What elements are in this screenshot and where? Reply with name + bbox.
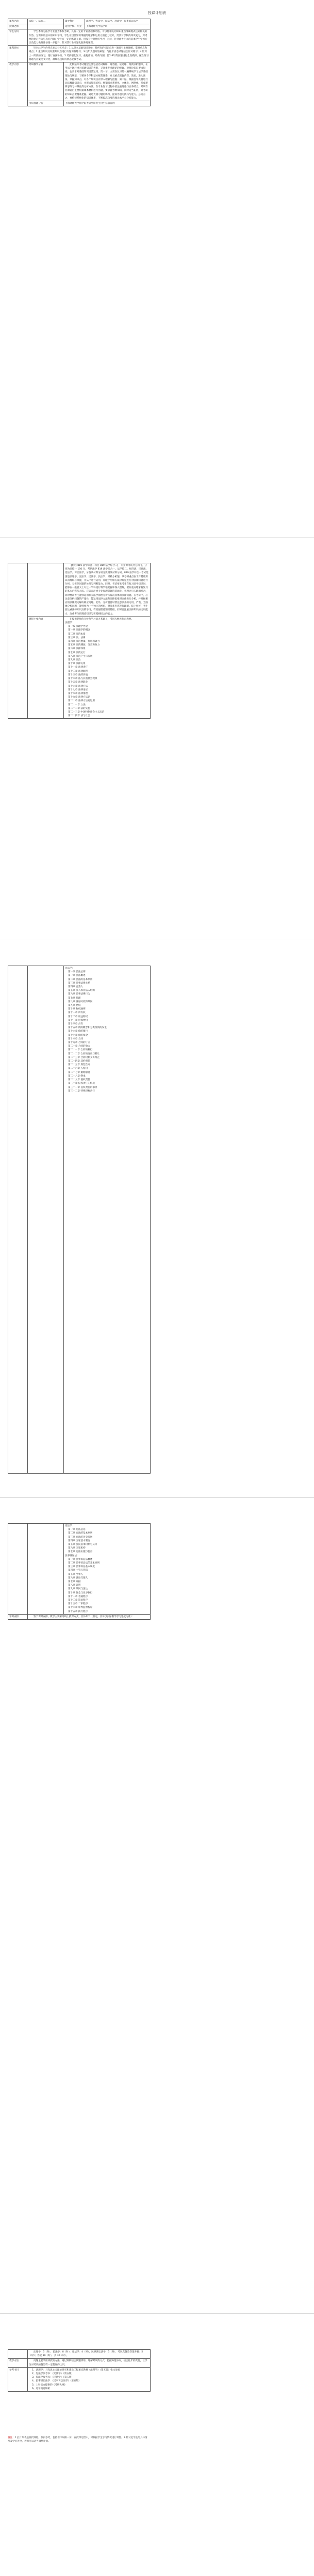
plan-table-page1 bbox=[8, 19, 151, 106]
course-label: 课程名称 bbox=[8, 19, 28, 24]
civil-proc-head: 民事诉讼法： bbox=[65, 1554, 79, 1557]
civil-proc-item: 第四章 主管与管辖 bbox=[68, 1569, 88, 1572]
civil-proc-list bbox=[65, 1558, 149, 1614]
civil-item: 第九章 物权 bbox=[68, 1004, 81, 1007]
civil-proc-item: 第一章 民事诉讼法概述 bbox=[68, 1558, 93, 1561]
law-theory-head: 法理学： bbox=[65, 622, 75, 625]
civil-item: 第十七章 债的保全 bbox=[68, 1034, 88, 1037]
schedule-text: 鉴于课时安排，教学主要采用线上授课方式，具体如下（暂定，具体以实际教学学习进度为准）： bbox=[28, 1614, 151, 1619]
plan-table-page4 bbox=[8, 1523, 151, 1620]
plan-table-page3 bbox=[8, 966, 151, 1474]
civil-content bbox=[64, 966, 151, 1474]
law-theory-list bbox=[65, 625, 149, 718]
ref-item: 4、民事诉讼法学：《民事诉讼法学》（第五版） bbox=[32, 2380, 81, 2383]
page-divider bbox=[0, 2313, 314, 2314]
law-theory-item: 第二十二章 法的实施 bbox=[68, 707, 90, 710]
school-value: 上海财经大学法学研 bbox=[85, 24, 151, 29]
subjects-value: 法理学、宪法学、民法学、刑法学、民事诉讼法学 bbox=[85, 19, 151, 24]
civil-item: 第八章 诉讼时效和期间 bbox=[68, 1000, 93, 1003]
ref-item: 5、上财官方提供的《考研大纲》 bbox=[32, 2383, 67, 2387]
constitution-list bbox=[65, 1528, 149, 1554]
law-theory-item: 第十三章 法的价值 bbox=[68, 673, 88, 676]
civil-item: 第六章 民事法律行为 bbox=[68, 993, 90, 996]
method-text: 此校法综考试题型主要包括名词解释、简答题、论述题、案例分析题等，在考试中既注重对基础知识的考察，又注重专业理论的把握，对理论知识要求很高，也要求对基础知识灵活运用。第一年，主要在复习第一遍系统学习法学基础理论与规范，了解各个学科基本框架体系，并且重点把握内容；然后，进入法条，掌握知识点，对各个知识点有深入理解与把握；第二遍，根据往年真题进行总结梳理知识点，并形成知识结构。将知识点系统化、立体化、网络化，形成逻辑思维与体系化的分析方法。在专业复习过程中要注重理论与实务结合。考研专业课题目主要根据课本材料进行出题，要掌握考纲知识，同时适当拓展，对考研的知识点要精准把握。通过大量习题的练习，提高答题的技巧与能力。总而言之，要构建系统化的知识体系，不断提高自身的理论水平与分析能力。 bbox=[64, 62, 151, 101]
constitution-item: 第七章 宪法实施与监督 bbox=[68, 1551, 93, 1554]
ref-item: 2、宪法学参考书：《宪法学》（第五版） bbox=[32, 2373, 74, 2376]
constitution-item: 第四章 国家基本制度 bbox=[68, 1539, 90, 1542]
plan-content bbox=[64, 617, 151, 718]
civil-proc-item: 第十三章 二审程序 bbox=[68, 1603, 88, 1606]
page-divider bbox=[0, 537, 314, 538]
civil-item: 第十六章 债的履行 bbox=[68, 1030, 88, 1033]
law-theory-item: 第三章 法、法律 bbox=[68, 636, 86, 639]
exam-analysis-text: 【财经 819 法学综合一科目 819 法学综合二】，专业课考试共分两门，分别为法综一 150 分，考研法学 819 法学综合一、法学综二。经济法、民商法、宪法学、诉讼法学，分值及材料分析分比例及材料分析，819 法学综合一考试范围是法理学、宪法学、民法学、民法学、材料分析题。该考研重点在于对基础知识的理解与掌握，并从中进行运用，着眼于用相关法律规定进行对法律问题进行分析，与实际问题的处理与判断能力。同时，考试要求考生在复习法学知识时，能够在一般意义上对这一学科进行科学地把握和深入理解，要有重点地掌握复习的基本内容与方法。应该在注重专业原理掌握的基础上，将理论与实践相结合，同时要求考生能够运用相关法学原理分析与解决具体的法律问题。在考研中，应注意分析问题的严谨性，能运用法律方法和法律思维对案件进行分析，并根据相应的法律规定解决相应问题。此外，分析题目时要注意法条的运用，严谨、全面地分析问题，能够作为一个独立的视角，对法条内容进行理解。综上所述，考生要注重法律知识点的学习，有较强理论知识基础，同时要注重法律知识的运用能力，注重考生将理论知识与实践相结合的能力。 bbox=[64, 563, 151, 617]
civil-item: 第十二章 用益物权 bbox=[68, 1015, 88, 1018]
law-theory-item: 第十八章 法律推理 bbox=[68, 692, 88, 695]
civil-proc-item: 第五章 当事人 bbox=[68, 1573, 84, 1576]
civil-item: 第一章 民法概述 bbox=[68, 974, 86, 977]
law-theory-item: 第十六章 法律方法 bbox=[68, 685, 88, 688]
footnote bbox=[8, 2436, 150, 2443]
ref-label: 参考书目 bbox=[8, 2367, 28, 2391]
civil-item: 第二十二章 合同的变更与转让 bbox=[68, 1052, 100, 1055]
civil-item: 第二十九章 侵权责任 bbox=[68, 1079, 90, 1082]
civil-item: 第七章 代理 bbox=[68, 997, 81, 1000]
law-theory-item: 第二十一章 立法 bbox=[68, 703, 86, 706]
teacher-value bbox=[28, 24, 64, 29]
law-theory-item: 第二章 法的本质 bbox=[68, 633, 86, 636]
law-theory-item: 第二十章 法律方法论运用 bbox=[68, 700, 95, 703]
civil-proc-item: 第二章 民事诉讼法的基本原则 bbox=[68, 1562, 100, 1565]
plan-sub: 课程主要内容 bbox=[28, 617, 64, 718]
civil-item: 第三十章 侵权责任的构成 bbox=[68, 1082, 95, 1085]
constitution-item: 第二章 宪法的基本原则 bbox=[68, 1532, 93, 1535]
approach-label: 教学方法 bbox=[8, 2359, 28, 2367]
civil-item: 第二十章 合同的效力 bbox=[68, 1045, 90, 1048]
civil-item: 第三十一章 侵权责任的承担 bbox=[68, 1086, 97, 1089]
constitution-item: 第三章 宪法的历史发展 bbox=[68, 1536, 93, 1539]
civil-proc-item: 第三章 民事诉讼基本制度 bbox=[68, 1566, 95, 1569]
civil-item: 第十三章 担保物权 bbox=[68, 1019, 88, 1022]
hours-text: 法理学：5（时），民法学：8（时），宪法学：4（时），民事诉讼法学：5（时）；考试真题及答案讲解：5（时）；答疑 10（时），共 30（时）。 bbox=[28, 2350, 151, 2359]
school-tag: 适用学校、专业 bbox=[64, 24, 85, 29]
constitution-item: 第五章 公民基本权利与义务 bbox=[68, 1543, 97, 1546]
law-theory-item: 第二十三章 中国特色社会主义法治 bbox=[68, 710, 105, 714]
law-theory-item: 第五章 法的渊源、分类和效力 bbox=[68, 644, 100, 647]
law-theory-item: 第二十四章 法与社会 bbox=[68, 715, 90, 718]
civil-proc-item: 第十四章 审判监督程序 bbox=[68, 1606, 93, 1609]
law-theory-item: 第十章 法律关系 bbox=[68, 662, 86, 666]
page-4 bbox=[0, 1518, 314, 2055]
schedule-label: 学时安排 bbox=[8, 1614, 28, 1619]
student-analysis: 学生本科为法学专业且为本校考研，具有一定的专业基础和功底。可以将相关的知识重点准确地表达到相关的作答。无需从最基本的知识学习，学生在目前知识掌握的理解和运用方面能力较好，需要对学校的知识复习，对考纲的复习作为与真习内容；学生有一定的基础了解。但没有针对性的学习，为此，针对此考生本的基本学生学习方法及能力做到准备进一步提升，针对其行业专题化服务地课程。 bbox=[28, 29, 151, 46]
law-theory-item: 第九章 法治 bbox=[68, 659, 81, 662]
civil-item: 第三章 民事法律关系 bbox=[68, 982, 90, 985]
law-theory-item: 第十九章 法律方法论 bbox=[68, 696, 90, 699]
civil-item: 第十四章 占有 bbox=[68, 1023, 84, 1026]
student-label: 学生分析 bbox=[8, 29, 28, 46]
civil-proc-item: 第十章 保全与先予执行 bbox=[68, 1591, 93, 1594]
document-title: 授课计划表 bbox=[148, 11, 166, 15]
civil-list bbox=[65, 970, 149, 1093]
page-1 bbox=[0, 0, 314, 537]
constitution-head: 宪法学： bbox=[65, 1525, 75, 1527]
constitution-item: 第一章 宪法总论 bbox=[68, 1528, 86, 1531]
law-theory-item: 第一编 法理学导论 bbox=[68, 625, 88, 628]
plan-table-page5 bbox=[8, 2349, 151, 2392]
civil-item: 第五章 法人和非法人组织 bbox=[68, 989, 95, 992]
course-goal: 针对此学生的特点复习分五步走：1.从课本基础知识开始，使所有的知识点进一遍且有主要理解、掌握重点和难点；2.重点知识及较难知识点进行专题讲解练习；3.历年真题开始刷题，与往年真卷试题结合作对练习；4.针对上一阶段的练习，进行查漏补缺；5.考前强化复习，重复背诵、结构导图。留2-3年的真题进行全真模拟，配合练习真题与答案交叉对比，最终以良好的状态迎接考试。 bbox=[28, 46, 151, 62]
law-theory-item: 第一章 法理学的概念 bbox=[68, 629, 90, 632]
civil-item: 第二十五章 典型合同 bbox=[68, 1064, 90, 1067]
civil-item: 第二十八章 继承 bbox=[68, 1074, 86, 1078]
exam-sub: 考研真题分析 bbox=[28, 101, 64, 106]
ref-list bbox=[28, 2367, 151, 2391]
civil-item: 第二十四章 违约责任 bbox=[68, 1060, 90, 1063]
civil-item: 第二十七章 婚姻家庭 bbox=[68, 1071, 90, 1074]
ref-item: 6、近年真题解析 bbox=[32, 2387, 51, 2390]
ref-item: 3、民法学参考书：《民法学》（第五版） bbox=[32, 2376, 74, 2379]
ref-item: 1、法理学：马克思主义理论研究和建设工程重点教材《法理学》（第五版）张文显编 bbox=[32, 2368, 120, 2372]
civil-item: 第十一章 所有权 bbox=[68, 1012, 86, 1015]
course-value: 法综一、法综二 bbox=[28, 19, 64, 24]
civil-proc-item: 第十五章 执行程序 bbox=[68, 1610, 88, 1613]
page-divider bbox=[0, 1497, 314, 1498]
exam-ref: 上海财经大学法学院考研全研究生招生信息官网 bbox=[64, 101, 151, 106]
goal-label: 课程目标 bbox=[8, 46, 28, 62]
civil-proc-item: 第十二章 简易程序 bbox=[68, 1599, 88, 1602]
teacher-label: 授课老师 bbox=[8, 24, 28, 29]
law-theory-item: 第七章 法的运行 bbox=[68, 651, 86, 654]
method-label: 教学内容 bbox=[8, 62, 28, 106]
civil-item: 第十八章 合同 bbox=[68, 1037, 84, 1040]
civil-proc-item: 第十一章 普通程序 bbox=[68, 1595, 88, 1598]
civil-item: 第二十一章 合同的履行 bbox=[68, 1049, 93, 1052]
page-3 bbox=[0, 960, 314, 1497]
law-theory-item: 第八章 法的产生与发展 bbox=[68, 655, 93, 658]
approach-text: 问题主要采用讲授的方法，通过讲解结合例题训练，理解考试的方式，把握命题方向，结合往年的真题，让学生对考试的题型有一定程度的认识。 bbox=[28, 2359, 151, 2367]
civil-proc-item: 第九章 期间与送达 bbox=[68, 1588, 88, 1591]
course-tag: 辅导科目 bbox=[64, 19, 85, 24]
civil-head: 民法学： bbox=[65, 967, 75, 970]
page-2 bbox=[0, 558, 314, 940]
note-text: 1.此计划表是新授课程，仅供参考，包括但不局限一份，在授课过程中，可根据学生学习情况进行调整。2.针对此学生的具体情况及学习进度，老师可以适当调整计划。 bbox=[8, 2437, 147, 2443]
note-head: 备注： bbox=[8, 2437, 15, 2439]
law-theory-item: 第六章 法律体系 bbox=[68, 647, 86, 651]
civil-proc-item: 第七章 证据 bbox=[68, 1581, 81, 1584]
civil-item: 第十五章 债的概念和分类及债的发生 bbox=[68, 1026, 107, 1030]
civil-item: 第二十六章 人格权 bbox=[68, 1067, 88, 1070]
civil-item: 第十章 物权通则 bbox=[68, 1008, 86, 1011]
law-theory-item: 第十五章 法律职业 bbox=[68, 681, 88, 684]
law-theory-item: 第十一章 法律责任 bbox=[68, 666, 88, 669]
civil-item: 第十九章 合同的订立 bbox=[68, 1041, 90, 1045]
law-theory-item: 第四章 法的要素、作用和效力 bbox=[68, 640, 100, 643]
civil-item: 第四章 自然人 bbox=[68, 986, 84, 989]
page-5 bbox=[0, 2344, 314, 2576]
civil-item: 第二十三章 合同权利义务终止 bbox=[68, 1056, 100, 1059]
plan-intro: 在授课老师的分析和学习能力基础上，考试大纲无指定教材。 bbox=[70, 618, 134, 621]
civil-item: 第三十二章 特殊侵权责任 bbox=[68, 1089, 95, 1093]
law-theory-item: 第十四章 法与其他社会现象 bbox=[68, 677, 97, 681]
plan-table-page2 bbox=[8, 563, 151, 719]
law-theory-item: 第十七章 法律论证 bbox=[68, 688, 88, 691]
constitution-item: 第六章 国家机构 bbox=[68, 1547, 86, 1550]
law-theory-item: 第十二章 法律解释 bbox=[68, 670, 88, 673]
method-sub: 考研教学分析 bbox=[28, 62, 64, 101]
civil-proc-item: 第六章 诉讼代理人 bbox=[68, 1576, 88, 1579]
civil-item: 第一编 民法总则 bbox=[68, 971, 86, 974]
civil-proc-item: 第八章 证明 bbox=[68, 1584, 81, 1587]
con-content bbox=[64, 1524, 151, 1615]
civil-item: 第二章 民法的基本原则 bbox=[68, 978, 93, 981]
